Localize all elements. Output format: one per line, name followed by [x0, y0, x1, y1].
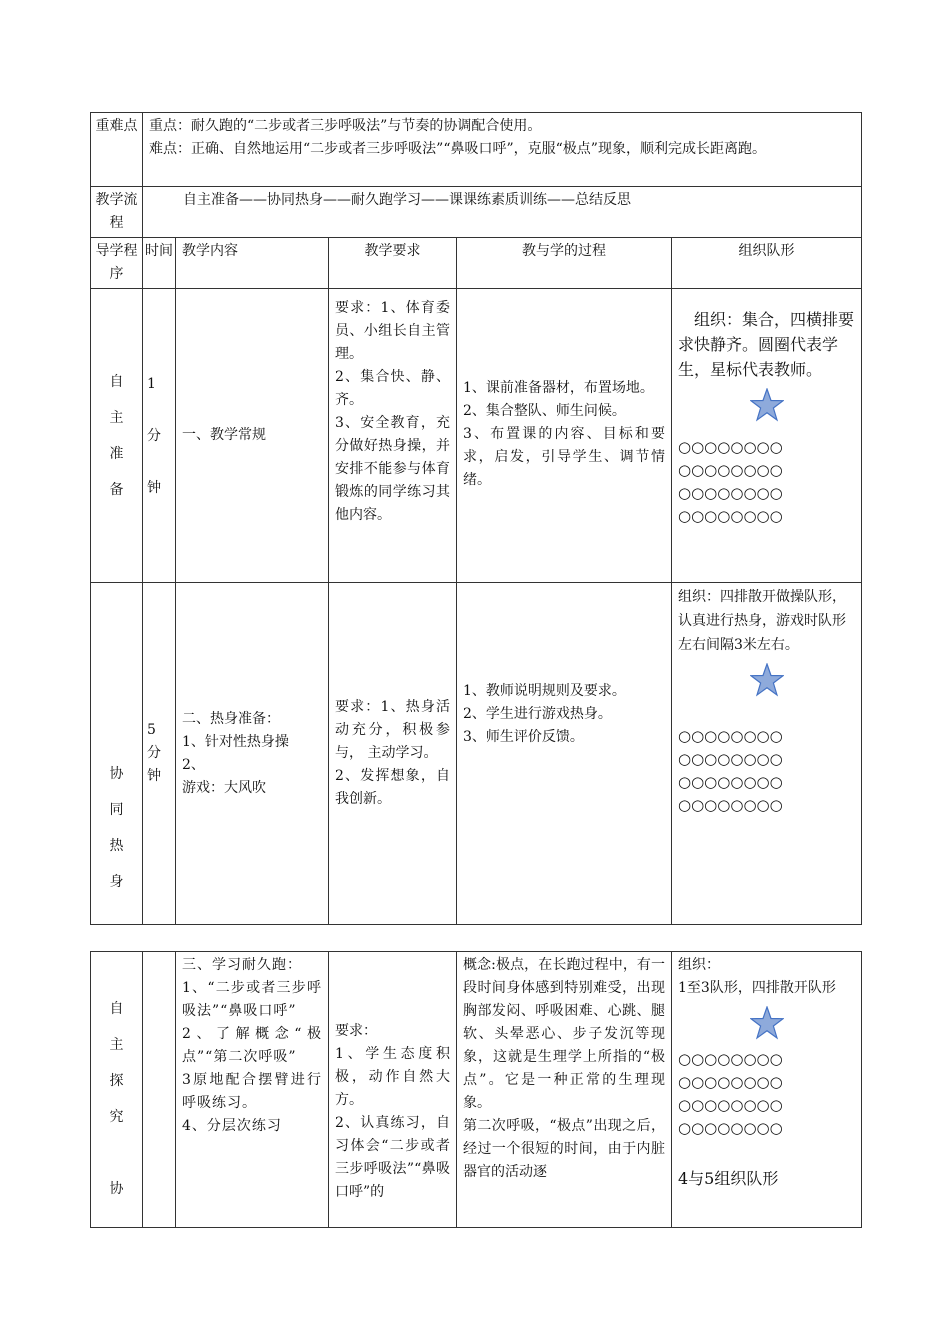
student-row: ○○○○○○○○	[678, 1119, 783, 1137]
student-row: ○○○○○○○○	[678, 1073, 783, 1091]
student-row: ○○○○○○○○	[678, 461, 783, 479]
student-formation	[678, 436, 855, 528]
time-cell: 1 分 钟	[143, 289, 176, 583]
requirement-cell: 要求：1、热身活动充分，积极参与， 主动学习。 2、发挥想象，自我创新。	[329, 583, 457, 925]
col-header-content: 教学内容	[176, 238, 329, 289]
time-cell: 5 分 钟	[143, 583, 176, 925]
requirement-cell: 要求：1、体育委员、小组长自主管理。 2、集合快、静、齐。 3、安全教育，充分做好热身操，并安排不能参与体育锻炼的同学练习其他内容。	[329, 289, 457, 583]
teacher-star-icon	[750, 1006, 784, 1040]
time-cell	[143, 952, 176, 1228]
phase-cell: 自 主 准 备	[91, 289, 143, 583]
col-header-process: 教与学的过程	[457, 238, 672, 289]
phase-cell: 协 同 热 身	[91, 583, 143, 925]
content-cell: 一、教学常规	[176, 289, 329, 583]
student-row: ○○○○○○○○	[678, 750, 783, 768]
student-formation	[678, 1048, 855, 1140]
student-formation	[678, 725, 855, 817]
content-cell: 二、热身准备： 1、针对性热身操 2、 游戏：大风吹	[176, 583, 329, 925]
student-row: ○○○○○○○○	[678, 507, 783, 525]
table-row	[91, 289, 862, 583]
organization-text: 组织：四排散开做操队形，认真进行热身，游戏时队形左右间隔3米左右。	[678, 589, 846, 653]
organization-text: 组织： 1至3队形，四排散开队形	[678, 957, 836, 996]
organization-cell	[672, 952, 862, 1228]
student-row: ○○○○○○○○	[678, 773, 783, 791]
content-cell: 三、学习耐久跑： 1、“二步或者三步呼吸法”“鼻吸口呼” 2、了解概念“极点”“第二次呼吸” 3原地配合摆臂进行呼吸练习。 4、分层次练习	[176, 952, 329, 1228]
flow-header: 教学流程	[91, 187, 143, 238]
teacher-star-icon	[750, 663, 784, 697]
col-header-organization: 组织队形	[672, 238, 862, 289]
col-header-phase: 导学程序	[91, 238, 143, 289]
process-cell: 1、教师说明规则及要求。 2、学生进行游戏热身。 3、师生评价反馈。	[457, 583, 672, 925]
phase-cell: 自 主 探 究 协	[91, 952, 143, 1228]
organization-cell	[672, 583, 862, 925]
student-row: ○○○○○○○○	[678, 796, 783, 814]
student-row: ○○○○○○○○	[678, 727, 783, 745]
col-header-requirement: 教学要求	[329, 238, 457, 289]
student-row: ○○○○○○○○	[678, 438, 783, 456]
lesson-plan-table-1	[90, 112, 862, 925]
process-cell: 概念:极点，在长跑过程中，有一段时间身体感到特别难受，出现胸部发闷、呼吸困难、心跳、腿软、头晕恶心、步子发沉等现象，这就是生理学上所指的“极点”。它是一种正常的生理现象。 第二次呼吸，“极点”出现之后，经过一个很短的时间，由于内脏器官的活动逐	[457, 952, 672, 1228]
flow-content: 自主准备——协同热身——耐久跑学习——课课练素质训练——总结反思	[143, 187, 862, 238]
difficulty-header: 重难点	[91, 113, 143, 187]
table-row	[91, 583, 862, 925]
col-header-time: 时间	[143, 238, 176, 289]
student-row: ○○○○○○○○	[678, 1050, 783, 1068]
requirement-cell: 要求： 1、学生态度积极，动作自然大方。 2、认真练习，自习体会“二步或者三步呼吸法”“鼻吸口呼”的	[329, 952, 457, 1228]
student-row: ○○○○○○○○	[678, 484, 783, 502]
organization-text: 组织：集合，四横排要求快静齐。圆圈代表学生，星标代表教师。	[678, 310, 855, 379]
organization-cell	[672, 289, 862, 583]
organization-bottom-text: 4与5组织队形	[678, 1169, 779, 1188]
lesson-plan-table-2	[90, 951, 862, 1228]
student-row: ○○○○○○○○	[678, 1096, 783, 1114]
process-cell: 1、课前准备器材，布置场地。 2、集合整队、师生问候。 3、布置课的内容、目标和要求，启发，引导学生、调节情绪。	[457, 289, 672, 583]
table-row	[91, 952, 862, 1228]
difficulty-content: 重点：耐久跑的“二步或者三步呼吸法”与节奏的协调配合使用。 难点：正确、自然地运用“二步或者三步呼吸法”“鼻吸口呼”，克服“极点”现象，顺利完成长距离跑。	[143, 113, 862, 187]
teacher-star-icon	[750, 388, 784, 422]
